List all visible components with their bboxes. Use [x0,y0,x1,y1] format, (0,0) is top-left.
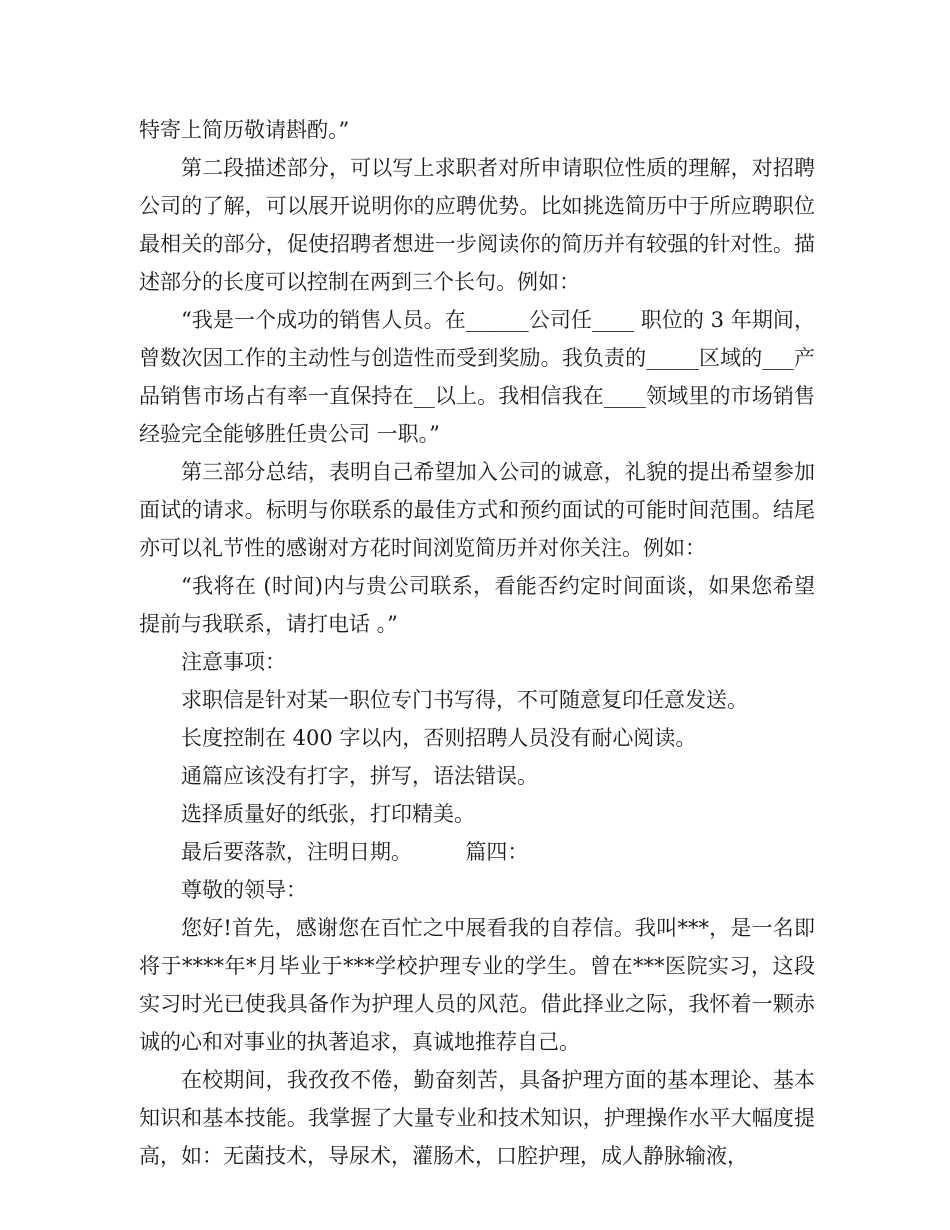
paragraph-13: 您好!首先，感谢您在百忙之中展看我的自荐信。我叫***，是一名即将于****年*月毕业于***学校护理专业的学生。曾在***医院实习，这段实习时光已使我具备作为护理人员的风范。借此择业之际，我怀着一颗赤诚的心和对事业的执著追求，真诚地推荐自己。 [139,916,815,1054]
paragraph-5: “我将在 (时间)内与贵公司联系，看能否约定时间面谈，如果您希望提前与我联系，请打电话 。” [139,574,815,636]
paragraph-9: 通篇应该没有打字，拼写，语法错误。 [181,764,538,788]
paragraph-7: 求职信是针对某一职位专门书写得，不可随意复印任意发送。 [181,688,748,712]
paragraph-6: 注意事项： [181,650,286,674]
paragraph-8: 长度控制在 400 字以内，否则招聘人员没有耐心阅读。 [181,726,697,750]
paragraph-4: 第三部分总结，表明自己希望加入公司的诚意，礼貌的提出希望参加面试的请求。标明与你联系的最佳方式和预约面试的可能时间范围。结尾亦可以礼节性的感谢对方花时间浏览简历并对你关注。例如： [139,460,815,560]
paragraph-12: 尊敬的领导： [181,878,307,902]
paragraph-14: 在校期间，我孜孜不倦，勤奋刻苦，具备护理方面的基本理论、基本知识和基本技能。我掌握了大量专业和技术知识，护理操作水平大幅度提高，如：无菌技术，导尿术，灌肠术，口腔护理，成人静脉输液， [139,1068,815,1168]
paragraph-1: 特寄上简历敬请斟酌。” [139,118,350,142]
paragraph-10: 选择质量好的纸张，打印精美。 [181,802,475,826]
paragraph-2: 第二段描述部分，可以写上求职者对所申请职位性质的理解，对招聘公司的了解，可以展开说明你的应聘优势。比如挑选简历中于所应聘职位最相关的部分，促使招聘者想进一步阅读你的简历并有较强的针对性。描述部分的长度可以控制在两到三个长句。例如： [139,156,815,294]
document-body [139,111,815,1175]
paragraph-3: “我是一个成功的销售人员。在______公司任____ 职位的 3 年期间，曾数次因工作的主动性与创造性而受到奖励。我负责的_____区域的___产品销售市场占有率一直保持在__以上。我相信我在____领域里的市场销售经验完全能够胜任贵公司 一职。” [139,308,815,446]
paragraph-11: 最后要落款，注明日期。 篇四： [181,840,529,864]
